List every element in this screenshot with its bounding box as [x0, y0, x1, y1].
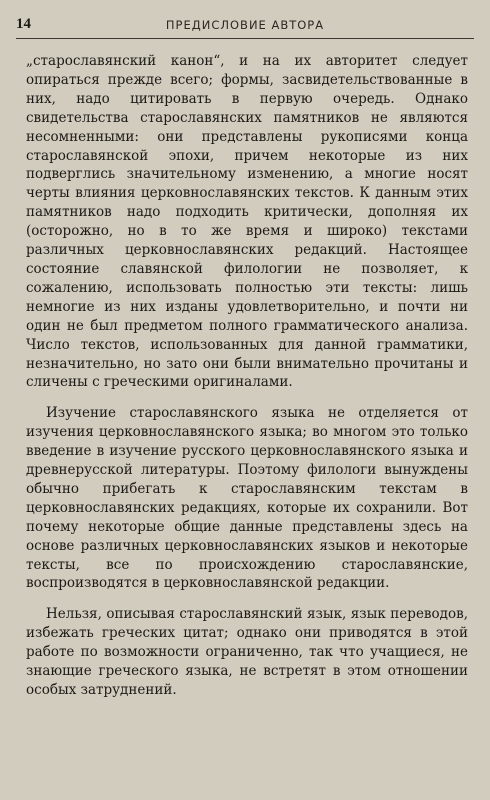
paragraph-1: „старославянский канон“, и на их авторитет следует опираться прежде всего; формы, засвидетельствованные в них, надо цитировать в первую очередь. Однако свидетельства старославянских памятников не являются несомненными: они представлены рукописями конца старославянской эпохи, причем некоторые из них подверглись значительному изменению, а многие носят черты влияния церковнославянских текстов. К данным этих памятников надо подходить критически, дополняя их (осторожно, но в то же время и широко) текстами различных церковнославянских редакций. Настоящее состояние славянской филологии не позволяет, к сожалению, использовать полностью эти тексты: лишь немногие из них изданы удовлетворительно, и почти ни один не был предметом полного грамматического анализа. Число текстов, использованных для данной грамматики, незначительно, но зато они были внимательно прочитаны и сличены с греческими оригиналами.	[26, 53, 468, 391]
page-header	[16, 16, 474, 39]
paragraph-3: Нельзя, описывая старославянский язык, язык переводов, избежать греческих цитат; однако они приводятся в этой работе по возможности ограниченно, так что учащиеся, не знающие греческого языка, не встретят в этом отношении особых затруднений.	[26, 606, 468, 698]
paragraph-2: Изучение старославянского языка не отделяется от изучения церковнославянского языка; во многом это только введение в изучение русского церковнославянского языка и древнерусской литературы. Поэтому филологи вынуждены обычно прибегать к старославянским текстам в церковнославянских редакциях, которые их сохранили. Вот почему некоторые общие данные представлены здесь на основе различных церковнославянских языков и некоторые тексты, все по происхождению старославянские, воспроизводятся в церковнославянской редакции.	[26, 405, 468, 592]
page-number: 14	[16, 16, 31, 32]
body-text	[26, 52, 468, 712]
running-head: ПРЕДИСЛОВИЕ АВТОРА	[165, 18, 325, 32]
